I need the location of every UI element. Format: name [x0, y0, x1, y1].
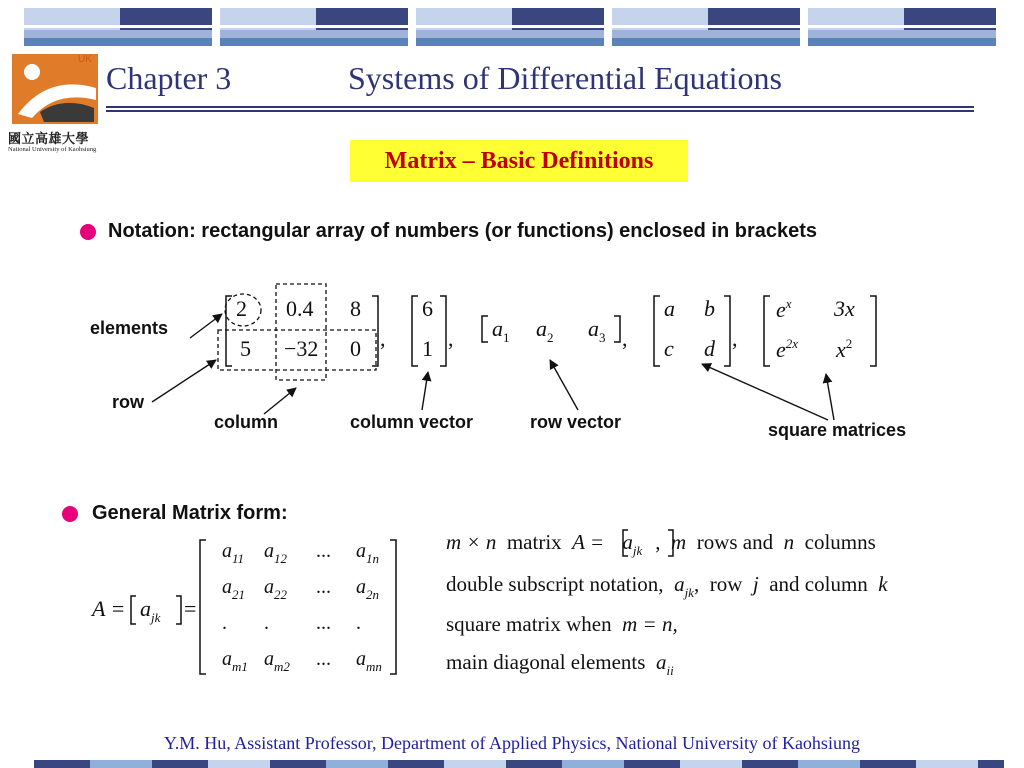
- header-decoration-bar: [24, 8, 999, 46]
- footer-bar-segment: [798, 760, 860, 768]
- description-line-4: main diagonal elements $a_{ii}$: [446, 650, 674, 678]
- header-bar-block: [24, 8, 212, 46]
- matrix-entry: 8: [350, 296, 361, 321]
- bullet-dot-icon: [80, 224, 96, 240]
- footer-bar-segment: [444, 760, 506, 768]
- matrix-entry: 2: [236, 296, 247, 321]
- general-matrix-entry: $a_{11}$: [222, 540, 245, 566]
- university-name-en: National University of Kaohsiung: [8, 146, 97, 153]
- row-vector-entry: $a_1$: [492, 316, 510, 345]
- footer-bar-segment: [978, 760, 1004, 768]
- square-matrix-entry: c: [664, 336, 674, 361]
- university-logo: [8, 52, 104, 156]
- column-vector-entry: 6: [422, 296, 433, 321]
- general-matrix-entry: $a_{12}$: [264, 540, 287, 566]
- equals-sign: =: [184, 596, 197, 621]
- footer-bar-segment: [270, 760, 326, 768]
- footer-bar-segment: [624, 760, 680, 768]
- general-matrix-entry: $a_{m1}$: [222, 648, 248, 674]
- footer-bar-segment: [506, 760, 562, 768]
- matrix-entry: 5: [240, 336, 251, 361]
- general-form-bullet: General Matrix form:: [92, 502, 288, 524]
- page-title: Systems of Differential Equations: [348, 60, 782, 96]
- footer-bar-segment: [742, 760, 798, 768]
- general-matrix-entry: $a_{mn}$: [356, 648, 382, 674]
- label-square-matrices: square matrices: [768, 420, 907, 440]
- general-matrix-entry: $a_{22}$: [264, 576, 287, 602]
- section-subtitle: Matrix – Basic Definitions: [350, 140, 688, 182]
- footer-bar-segment: [916, 760, 978, 768]
- logo-badge: UK: [78, 54, 92, 65]
- general-matrix-entry: $a_{21}$: [222, 576, 245, 602]
- general-matrix-entry: ...: [316, 576, 331, 598]
- square-matrix-entry: 3x: [834, 296, 855, 321]
- header-bar-block: [612, 8, 800, 46]
- matrix-entry: −32: [284, 336, 319, 361]
- footer-bar-segment: [326, 760, 388, 768]
- footer-bar-segment: [860, 760, 916, 768]
- square-matrix-entry: $x^2$: [836, 336, 853, 362]
- footer-bar-segment: [90, 760, 152, 768]
- matrix-ajk: $a_{jk}$: [140, 596, 161, 625]
- university-name-cn: 國立高雄大學: [8, 132, 90, 147]
- square-matrix-entry: b: [704, 296, 715, 321]
- matrix-entry: 0.4: [286, 296, 314, 321]
- general-matrix-entry: .: [356, 612, 361, 634]
- title-rule: [106, 110, 974, 112]
- row-vector-entry: $a_3$: [588, 316, 606, 345]
- general-matrix-entry: .: [222, 612, 227, 634]
- footer-bar-segment: [34, 760, 90, 768]
- label-column: column: [214, 412, 279, 432]
- square-matrix-entry: $e^x$: [776, 296, 792, 322]
- footer-bar-segment: [208, 760, 270, 768]
- square-matrix-entry: $e^{2x}$: [776, 336, 799, 362]
- label-row-vector: row vector: [530, 412, 622, 432]
- chapter-label: Chapter 3: [106, 60, 232, 96]
- description-line-2: double subscript notation, $a_{jk}$, row j and column k: [446, 572, 888, 600]
- general-matrix-entry: $a_{2n}$: [356, 576, 379, 602]
- footer-decoration-bar: [34, 760, 1004, 768]
- row-vector-entry: $a_2$: [536, 316, 554, 345]
- header-bar-block: [416, 8, 604, 46]
- general-matrix-entry: ...: [316, 648, 331, 670]
- notation-bullet: Notation: rectangular array of numbers (or functions) enclosed in brackets: [108, 220, 818, 242]
- label-row: row: [112, 392, 145, 412]
- header-bar-block: [220, 8, 408, 46]
- footer-bar-segment: [680, 760, 742, 768]
- description-line-1: m × n matrix $A = a_{jk}$ , m rows and n columns: [446, 530, 876, 558]
- general-matrix-entry: ...: [316, 540, 331, 562]
- label-column-vector: column vector: [350, 412, 474, 432]
- header-bar-block: [808, 8, 996, 46]
- footer-credit: Y.M. Hu, Assistant Professor, Department of Applied Physics, National University of Kaohsiung: [164, 733, 860, 753]
- description-line-3: square matrix when m = n,: [446, 612, 678, 636]
- square-matrix-entry: d: [704, 336, 715, 361]
- footer-bar-segment: [152, 760, 208, 768]
- label-elements: elements: [90, 318, 169, 338]
- general-matrix-entry: $a_{m2}$: [264, 648, 290, 674]
- footer-bar-segment: [388, 760, 444, 768]
- footer-bar-segment: [562, 760, 624, 768]
- matrix-entry: 0: [350, 336, 361, 361]
- square-matrix-entry: a: [664, 296, 675, 321]
- column-vector-entry: 1: [422, 336, 433, 361]
- matrix-lhs: A =: [92, 596, 126, 621]
- general-matrix-entry: ...: [316, 612, 331, 634]
- general-matrix-entry: $a_{1n}$: [356, 540, 379, 566]
- general-matrix-entry: .: [264, 612, 269, 634]
- title-rule: [106, 106, 974, 108]
- bullet-dot-icon: [62, 506, 78, 522]
